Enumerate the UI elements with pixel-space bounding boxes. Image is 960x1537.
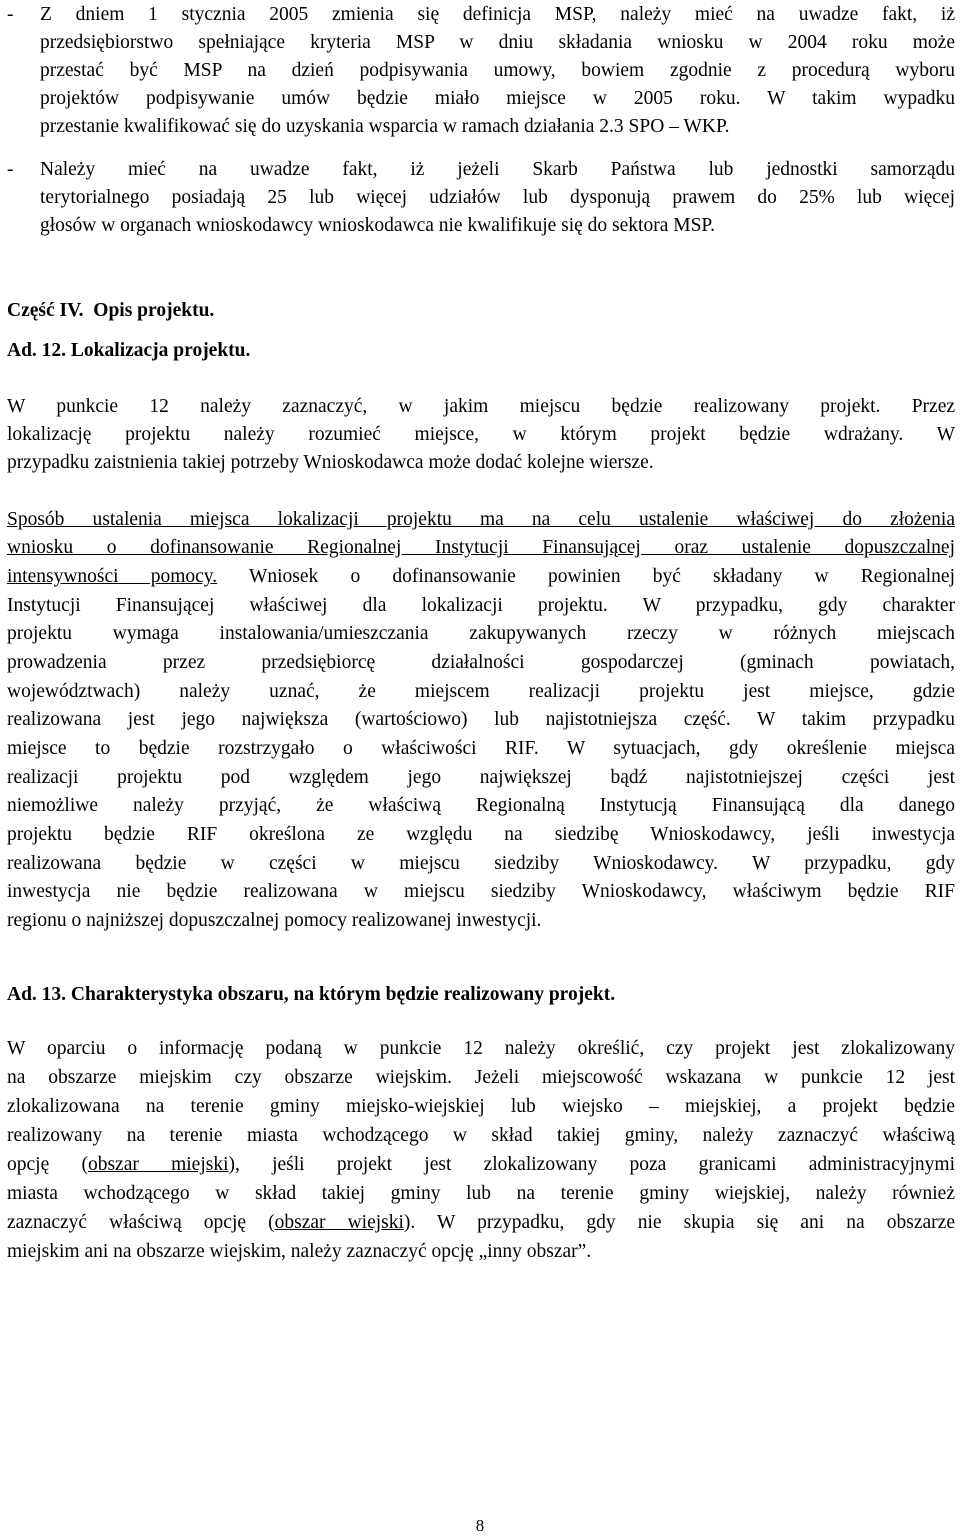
underlined-phrase: intensywności pomocy. xyxy=(7,566,218,587)
underlined-line: Sposób ustalenia miejsca lokalizacji projektu ma na celu ustalenie właściwej do złożenia xyxy=(7,509,955,530)
text-line: regionu o najniższej dopuszczalnej pomocy realizowanej inwestycji. xyxy=(7,910,542,931)
text-run: ). W przypadku, gdy nie skupia się ani na obszarze xyxy=(403,1212,955,1233)
underlined-phrase: obszar miejski xyxy=(87,1154,229,1175)
text-run: Wniosek o dofinansowanie powinien być składany w Regionalnej xyxy=(217,566,955,587)
text-line: na obszarze miejskim czy obszarze wiejskim. Jeżeli miejscowość wskazana w punkcie 12 jest xyxy=(7,1067,955,1088)
section-heading-ad13: Ad. 13. Charakterystyka obszaru, na którym będzie realizowany projekt. xyxy=(7,984,616,1005)
text-line: projektu wymaga instalowania/umieszczania zakupywanych rzeczy w różnych miejscach xyxy=(7,623,955,644)
text-line: miejskim ani na obszarze wiejskim, należy zaznaczyć opcję „inny obszar”. xyxy=(7,1241,592,1262)
text-run: opcję ( xyxy=(7,1154,88,1175)
text-line: przedsiębiorstwo spełniające kryteria MSP w dniu składania wniosku w 2004 roku może xyxy=(40,32,955,53)
text-line: realizowana jest jego największa (wartościowo) lub najistotniejsza część. W takim przypadku xyxy=(7,709,955,730)
mixed-line xyxy=(7,562,955,591)
bullet-dash: - xyxy=(7,4,14,25)
text-line: głosów w organach wnioskodawcy wnioskodawca nie kwalifikuje się do sektora MSP. xyxy=(40,215,715,236)
text-line: projektu będzie RIF określona ze względu na siedzibę Wnioskodawcy, jeśli inwestycja xyxy=(7,824,955,845)
text-line: niemożliwe należy przyjąć, że właściwą Regionalną Instytucją Finansującą dla danego xyxy=(7,795,955,816)
text-line: województwach) należy uznać, że miejscem realizacji projektu jest miejsce, gdzie xyxy=(7,681,955,702)
text-line: realizowana będzie w części w miejscu siedziby Wnioskodawcy. W przypadku, gdy xyxy=(7,853,955,874)
text-line: W punkcie 12 należy zaznaczyć, w jakim miejscu będzie realizowany projekt. Przez xyxy=(7,396,955,417)
text-line: projektów podpisywanie umów będzie miało miejsce w 2005 roku. W takim wypadku xyxy=(40,88,955,109)
mixed-line xyxy=(7,1208,955,1237)
bullet-dash: - xyxy=(7,159,14,180)
text-line: lokalizację projektu należy rozumieć miejsce, w którym projekt będzie wdrażany. W xyxy=(7,424,955,445)
text-line: przestać być MSP na dzień podpisywania umowy, bowiem zgodnie z procedurą wyboru xyxy=(40,60,955,81)
text-line: Należy mieć na uwadze fakt, iż jeżeli Skarb Państwa lub jednostki samorządu xyxy=(40,159,955,180)
text-line: realizowany na terenie miasta wchodzącego w skład takiej gminy, należy zaznaczyć właściwą xyxy=(7,1125,955,1146)
text-line: terytorialnego posiadają 25 lub więcej udziałów lub dysponują prawem do 25% lub więcej xyxy=(40,187,955,208)
text-line: zlokalizowana na terenie gminy miejsko-wiejskiej lub wiejsko – miejskiej, a projekt będzie xyxy=(7,1096,955,1117)
text-line: przypadku zaistnienia takiej potrzeby Wnioskodawca może dodać kolejne wiersze. xyxy=(7,452,654,473)
text-line: przestanie kwalifikować się do uzyskania wsparcia w ramach działania 2.3 SPO – WKP. xyxy=(40,116,730,137)
underlined-phrase: obszar wiejski xyxy=(274,1212,404,1233)
text-line: miasta wchodzącego w skład takiej gminy lub na terenie gminy wiejskiej, należy również xyxy=(7,1183,955,1204)
text-line: inwestycja nie będzie realizowana w miejscu siedziby Wnioskodawcy, właściwym będzie RIF xyxy=(7,881,955,902)
text-line: prowadzenia przez przedsiębiorcę działalności gospodarczej (gminach powiatach, xyxy=(7,652,955,673)
text-line: Instytucji Finansującej właściwej dla lokalizacji projektu. W przypadku, gdy charakter xyxy=(7,595,955,616)
text-line: Z dniem 1 stycznia 2005 zmienia się definicja MSP, należy mieć na uwadze fakt, iż xyxy=(40,4,955,25)
text-line: miejsce to będzie rozstrzygało o właściwości RIF. W sytuacjach, gdy określenie miejsca xyxy=(7,738,955,759)
text-run: zaznaczyć właściwą opcję ( xyxy=(7,1212,275,1233)
text-line: realizacji projektu pod względem jego największej bądź najistotniejszej części jest xyxy=(7,767,955,788)
text-line: W oparciu o informację podaną w punkcie 12 należy określić, czy projekt jest zlokalizowany xyxy=(7,1038,955,1059)
section-heading-ad12: Ad. 12. Lokalizacja projektu. xyxy=(7,340,251,361)
part-heading: Część IV. Opis projektu. xyxy=(7,300,215,321)
mixed-line xyxy=(7,1150,955,1179)
underlined-line: wniosku o dofinansowanie Regionalnej Instytucji Finansującej oraz ustalenie dopuszczalnej xyxy=(7,537,955,558)
text-run: ), jeśli projekt jest zlokalizowany poza granicami administracyjnymi xyxy=(228,1154,955,1175)
page-number: 8 xyxy=(475,1516,485,1535)
